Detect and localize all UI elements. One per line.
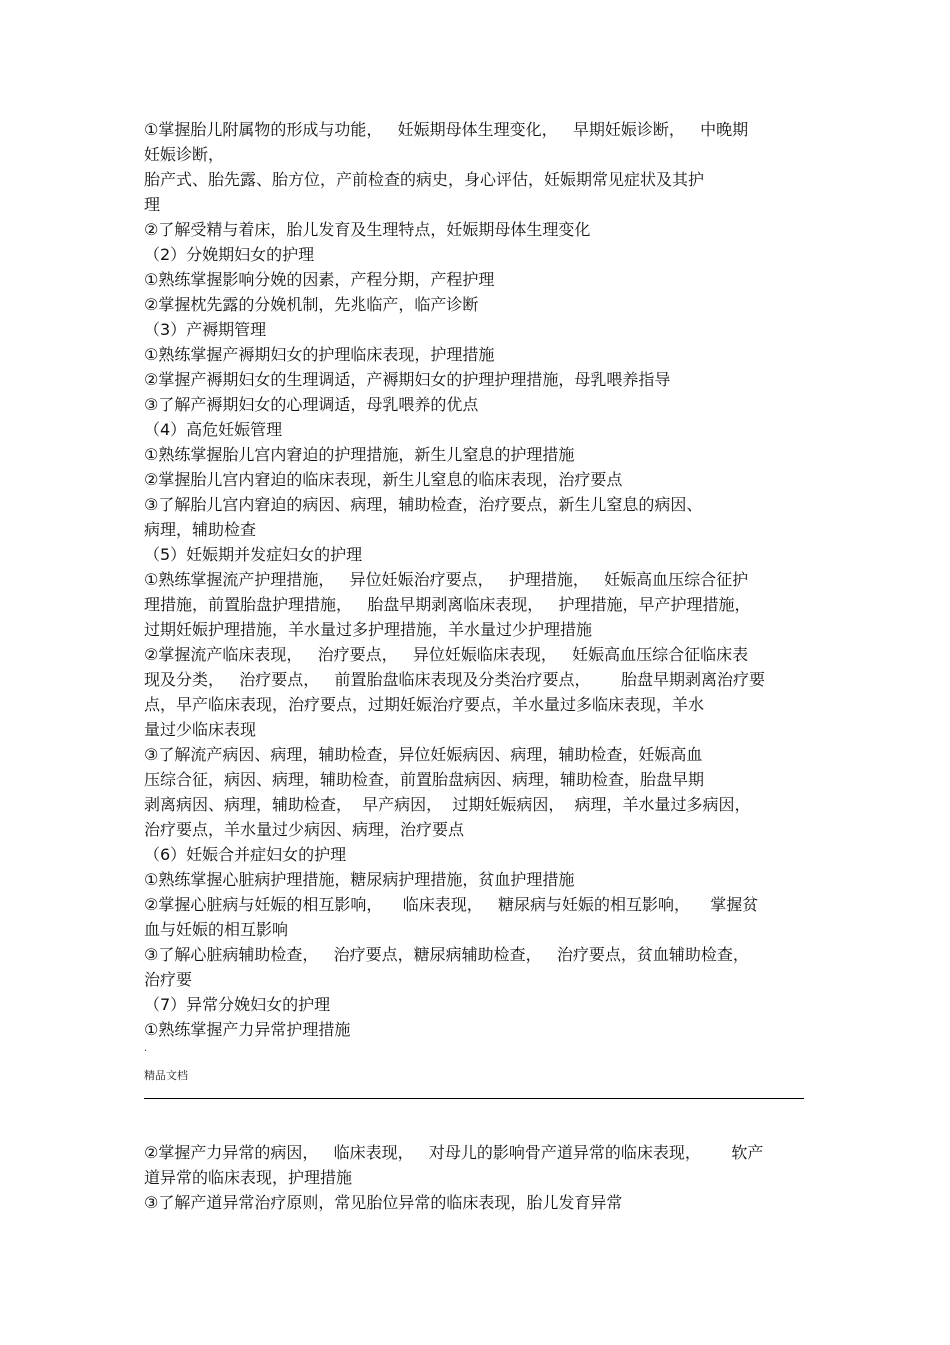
text-line: 病理，辅助检查 — [144, 520, 257, 539]
text-line: 现及分类， 治疗要点， 前置胎盘临床表现及分类治疗要点， 胎盘早期剥离治疗要 — [144, 670, 766, 689]
text-line: ①熟练掌握流产护理措施， 异位妊娠治疗要点， 护理措施， 妊娠高血压综合征护 — [144, 570, 749, 589]
text-line: ①熟练掌握心脏病护理措施，糖尿病护理措施，贫血护理措施 — [144, 870, 575, 889]
text-line: ②掌握产褥期妇女的生理调适，产褥期妇女的护理护理措施，母乳喂养指导 — [144, 370, 671, 389]
text-line: ①熟练掌握胎儿宫内窘迫的护理措施，新生儿窒息的护理措施 — [144, 445, 575, 464]
text-line: ③了解产道异常治疗原则，常见胎位异常的临床表现，胎儿发育异常 — [144, 1193, 623, 1212]
text-line: ③了解心脏病辅助检查， 治疗要点，糖尿病辅助检查， 治疗要点，贫血辅助检查， — [144, 945, 749, 964]
text-line: ①熟练掌握影响分娩的因素，产程分期，产程护理 — [144, 270, 495, 289]
text-line: ③了解产褥期妇女的心理调适，母乳喂养的优点 — [144, 395, 479, 414]
text-line: 治疗要点，羊水量过少病因、病理，治疗要点 — [144, 820, 465, 839]
text-line: ③了解胎儿宫内窘迫的病因、病理，辅助检查，治疗要点，新生儿窒息的病因、 — [144, 495, 703, 514]
text-line: 剥离病因、病理，辅助检查， 早产病因， 过期妊娠病因， 病理，羊水量过多病因， — [144, 795, 751, 814]
footer-label: 精品文档 — [144, 1069, 188, 1082]
section-heading: （7）异常分娩妇女的护理 — [144, 995, 331, 1014]
section-heading: （2）分娩期妇女的护理 — [144, 245, 315, 264]
page-marker: . — [144, 1043, 148, 1054]
text-line: ①熟练掌握产褥期妇女的护理临床表现，护理措施 — [144, 345, 495, 364]
text-line: ③了解流产病因、病理，辅助检查，异位妊娠病因、病理，辅助检查，妊娠高血 — [144, 745, 703, 764]
text-line: 量过少临床表现 — [144, 720, 257, 739]
footer-divider — [144, 1098, 804, 1099]
section-heading: （4）高危妊娠管理 — [144, 420, 283, 439]
text-line: 妊娠诊断， — [144, 145, 225, 164]
page-body-text — [144, 117, 808, 1042]
text-line: ①掌握胎儿附属物的形成与功能， 妊娠期母体生理变化， 早期妊娠诊断， 中晚期 — [144, 120, 749, 139]
text-line: 治疗要 — [144, 970, 193, 989]
text-line: 理 — [144, 195, 161, 214]
section-heading: （6）妊娠合并症妇女的护理 — [144, 845, 347, 864]
section-heading: （5）妊娠期并发症妇女的护理 — [144, 545, 363, 564]
text-line: ②掌握产力异常的病因， 临床表现， 对母儿的影响骨产道异常的临床表现， 软产 — [144, 1143, 764, 1162]
text-line: ②掌握胎儿宫内窘迫的临床表现，新生儿窒息的临床表现，治疗要点 — [144, 470, 623, 489]
text-line: ②掌握枕先露的分娩机制，先兆临产，临产诊断 — [144, 295, 479, 314]
text-line: 过期妊娠护理措施，羊水量过多护理措施，羊水量过少护理措施 — [144, 620, 593, 639]
text-line: 胎产式、胎先露、胎方位，产前检查的病史，身心评估，妊娠期常见症状及其护 — [144, 170, 705, 189]
text-line: 点，早产临床表现，治疗要点，过期妊娠治疗要点，羊水量过多临床表现，羊水 — [144, 695, 705, 714]
text-line: 压综合征，病因、病理，辅助检查，前置胎盘病因、病理，辅助检查，胎盘早期 — [144, 770, 705, 789]
text-line: 血与妊娠的相互影响 — [144, 920, 289, 939]
text-line: ②了解受精与着床，胎儿发育及生理特点，妊娠期母体生理变化 — [144, 220, 591, 239]
section-heading: （3）产褥期管理 — [144, 320, 267, 339]
text-line: 理措施，前置胎盘护理措施， 胎盘早期剥离临床表现， 护理措施，早产护理措施， — [144, 595, 751, 614]
text-line: 道异常的临床表现，护理措施 — [144, 1168, 353, 1187]
page-continuation-text — [144, 1140, 808, 1215]
text-line: ②掌握心脏病与妊娠的相互影响， 临床表现， 糖尿病与妊娠的相互影响， 掌握贫 — [144, 895, 759, 914]
text-line: ①熟练掌握产力异常护理措施 — [144, 1020, 351, 1039]
text-line: ②掌握流产临床表现， 治疗要点， 异位妊娠临床表现， 妊娠高血压综合征临床表 — [144, 645, 749, 664]
